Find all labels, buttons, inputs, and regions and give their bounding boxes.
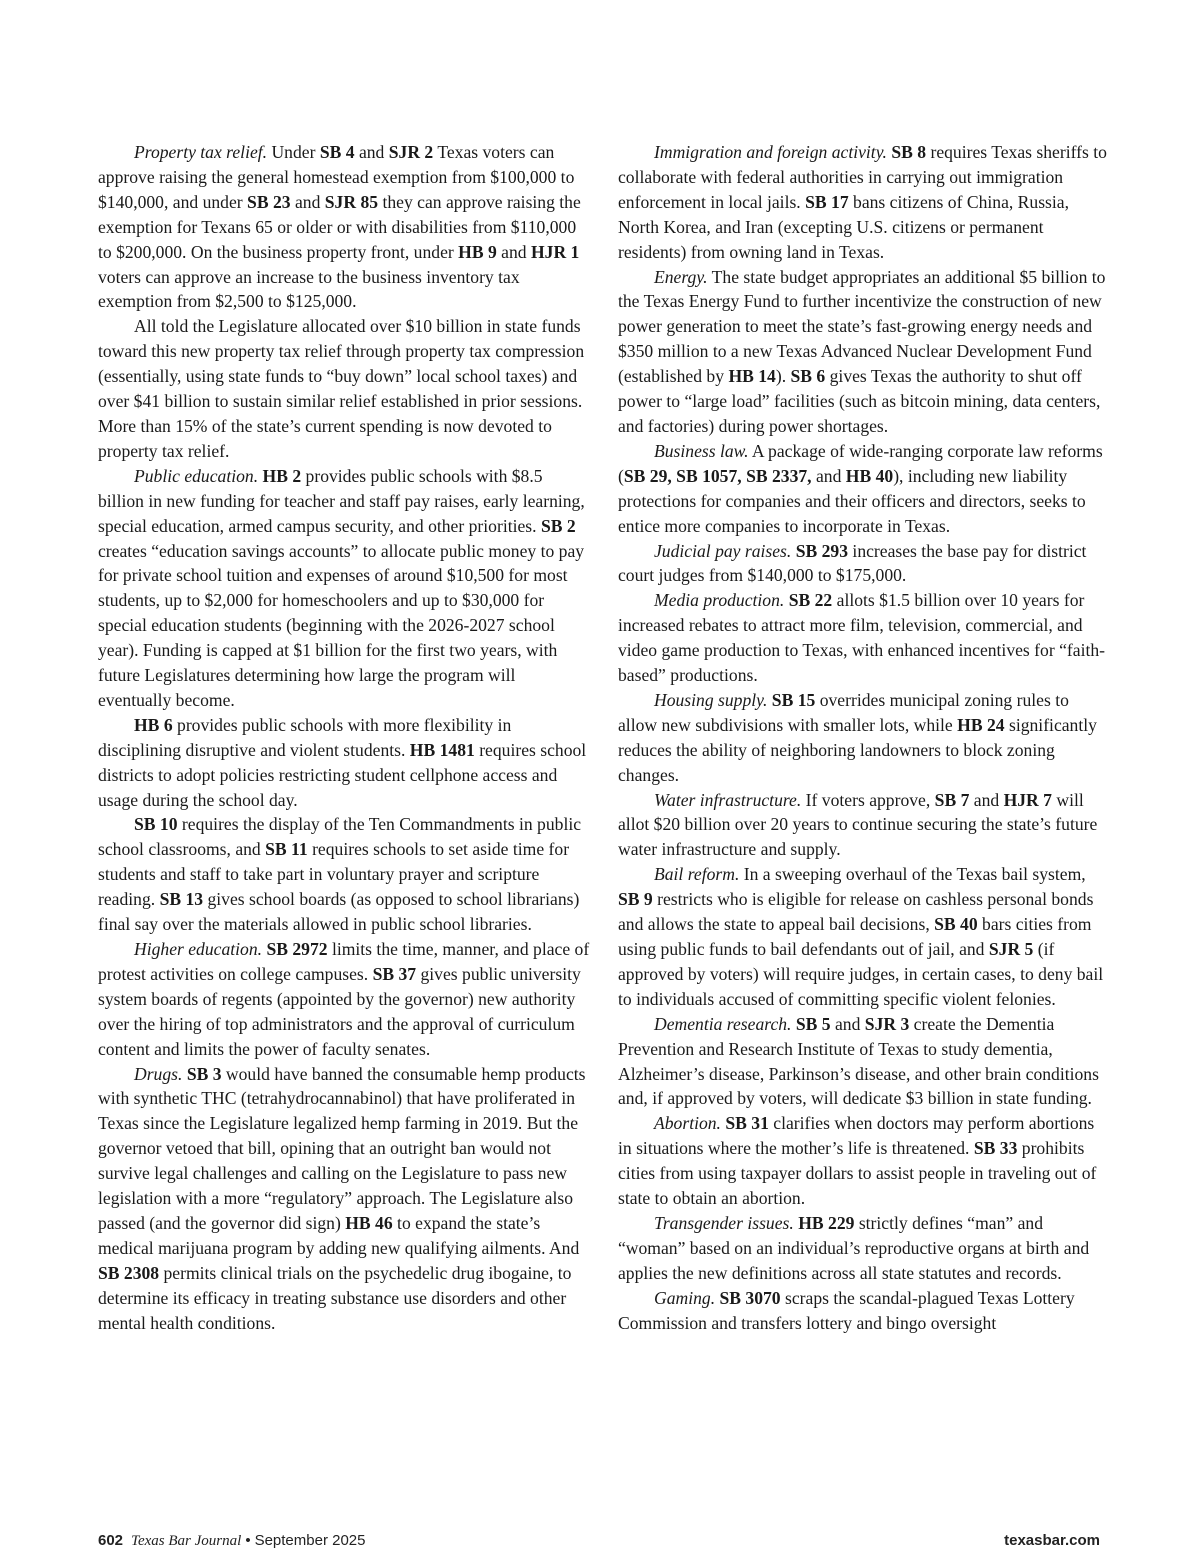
text-run: would have banned the consumable hemp products with synthetic THC (tetrahydrocannabinol) that have proliferated in Texas since the Legislature legalized hemp farming in 2019. But the governor vetoed that bill, opining that an outright ban would not survive legal challenges and calling on the Legislature to pass new legislation with a more “regulatory” approach. The Legislature also passed (and the governor did sign) <box>98 1063 586 1233</box>
text-run: bars cities from using public funds to bail defendants out of jail, and <box>618 914 1092 959</box>
section-lead: Bail reform. <box>654 864 740 885</box>
journal-title: Texas Bar Journal <box>131 1533 242 1549</box>
bill-reference: HB 9 <box>458 241 497 262</box>
text-run: The state budget appropriates an additional $5 billion to the Texas Energy Fund to further incentivize the construction of new power generation to meet the state’s fast-growing energy needs and $350 million to a new Texas Advanced Nuclear Development Fund (established by <box>618 266 1106 387</box>
bill-reference: HB 229 <box>798 1212 855 1233</box>
paragraph <box>618 1286 1110 1336</box>
bill-reference: SB 9 <box>618 889 653 910</box>
text-run: A package of wide-ranging corporate law reforms ( <box>618 440 1103 486</box>
bill-reference: SB 5 <box>795 1013 831 1034</box>
text-run: and <box>354 142 389 162</box>
text-run: Under <box>267 142 320 162</box>
text-run: to expand the state’s medical marijuana program by adding new qualifying ailments. And <box>98 1212 580 1258</box>
bill-reference: SJR 3 <box>864 1013 910 1034</box>
paragraph <box>618 588 1110 688</box>
bill-reference: SJR 5 <box>988 939 1034 959</box>
bill-reference: SB 11 <box>265 839 308 860</box>
paragraph <box>618 862 1110 1011</box>
text-run: ). <box>775 366 791 387</box>
text-run: overrides municipal zoning rules to allow new subdivisions with smaller lots, while <box>618 689 1069 735</box>
text-run: provides public schools with more flexibility in disciplining disruptive and violent students. <box>98 714 512 760</box>
right-column <box>618 140 1110 1336</box>
bill-reference: HJR 7 <box>1003 789 1052 810</box>
bill-reference: SJR 85 <box>324 191 379 212</box>
text-run: and <box>496 241 531 262</box>
bill-reference: SB 2972 <box>266 939 328 959</box>
section-lead: Public education. <box>134 465 259 486</box>
section-lead: Housing supply. <box>654 689 768 710</box>
paragraph <box>618 265 1110 439</box>
bill-reference: HJR 1 <box>530 241 580 262</box>
bill-reference: SB 37 <box>372 963 417 984</box>
text-run: requires schools to set aside time for students and staff to take part in voluntary prayer and scripture reading. <box>98 839 570 910</box>
paragraph <box>618 1211 1110 1286</box>
paragraph <box>98 812 590 937</box>
section-lead: Immigration and foreign activity. <box>654 142 887 162</box>
section-lead: Judicial pay raises. <box>654 540 792 561</box>
bill-reference: HB 40 <box>845 465 894 486</box>
bill-reference: HB 24 <box>957 714 1005 735</box>
text-run: prohibits cities from using taxpayer dollars to assist people in traveling out of state to obtain an abortion. <box>618 1138 1097 1209</box>
text-run: All told the Legislature allocated over $10 billion in state funds toward this new property tax relief through property tax compression (essentially, using state funds to “buy down” local school taxes) and over $41 billion to sustain similar relief established in prior sessions. More than 15% of the state’s current spending is now devoted to property tax relief. <box>98 316 585 461</box>
text-run: and <box>811 465 846 486</box>
text-run: increases the base pay for district court judges from $140,000 to $175,000. <box>618 540 1087 586</box>
text-run: allots $1.5 billion over 10 years for increased rebates to attract more film, television, commercial, and video game production to Texas, with enhanced incentives for “faith-based” productions. <box>618 590 1105 686</box>
text-run: and <box>830 1013 865 1034</box>
text-run: provides public schools with $8.5 billion in new funding for teacher and staff pay raises, early learning, special education, armed campus security, and other priorities. <box>98 465 585 536</box>
bill-reference: SB 8 <box>891 142 927 162</box>
paragraph <box>618 140 1110 265</box>
bill-reference: SB 33 <box>973 1138 1018 1159</box>
bill-reference: HB 46 <box>345 1212 393 1233</box>
section-lead: Media production. <box>654 590 785 611</box>
bill-reference: SB 31 <box>725 1113 769 1134</box>
text-run: Texas voters can approve raising the general homestead exemption from $100,000 to $140,000, and under <box>98 142 575 212</box>
section-lead: Dementia research. <box>654 1013 792 1034</box>
bill-reference: SB 4 <box>319 142 355 162</box>
text-run: requires the display of the Ten Commandments in public school classrooms, and <box>98 814 582 860</box>
paragraph <box>98 937 590 1062</box>
text-run: bans citizens of China, Russia, North Korea, and Iran (excepting U.S. citizens or permanent residents) from owning land in Texas. <box>618 191 1070 262</box>
text-run: (if approved by voters) will require judges, in certain cases, to deny bail to individuals accused of committing specific violent felonies. <box>618 939 1104 1009</box>
paragraph <box>98 713 590 813</box>
paragraph <box>618 1012 1110 1112</box>
bill-reference: SB 15 <box>771 689 816 710</box>
bill-reference: SB 40 <box>934 914 978 935</box>
text-run: creates “education savings accounts” to allocate public money to pay for private school tuition and expenses of around $10,500 for most students, up to $2,000 for homeschoolers and up to $30,000 for special education students (beginning with the 2026-2027 school year). Funding is capped at $1 billion for the first two years, with future Legislatures determining how large the program will eventually become. <box>98 540 585 710</box>
bill-reference: HB 1481 <box>409 739 475 760</box>
text-run: clarifies when doctors may perform abortions in situations where the mother’s life is threatened. <box>618 1113 1095 1159</box>
paragraph <box>98 1062 590 1336</box>
bill-reference: SB 3070 <box>719 1287 781 1308</box>
paragraph <box>98 314 590 463</box>
text-run: scraps the scandal-plagued Texas Lottery Commission and transfers lottery and bingo oversight <box>618 1287 1075 1333</box>
section-lead: Water infrastructure. <box>654 789 802 810</box>
paragraph <box>618 788 1110 863</box>
text-run: requires Texas sheriffs to collaborate with federal authorities in carrying out immigration enforcement in local jails. <box>618 142 1107 212</box>
text-run: requires school districts to adopt policies restricting student cellphone access and usage during the school day. <box>98 739 587 810</box>
bill-reference: SB 29, SB 1057, SB 2337, <box>623 465 812 486</box>
text-run: gives school boards (as opposed to school librarians) final say over the materials allowed in public school libraries. <box>98 889 580 935</box>
text-run: and <box>969 789 1004 810</box>
bill-reference: SB 13 <box>159 889 204 910</box>
section-lead: Energy. <box>654 266 708 287</box>
text-run: permits clinical trials on the psychedelic drug ibogaine, to determine its efficacy in treating substance use disorders and other mental health conditions. <box>98 1262 572 1333</box>
text-run: they can approve raising the exemption for Texans 65 or older or with disabilities from $110,000 to $200,000. On the business property front, under <box>98 191 581 262</box>
bill-reference: HB 2 <box>262 465 302 486</box>
text-run: significantly reduces the ability of neighboring landowners to block zoning changes. <box>618 714 1097 785</box>
section-lead: Property tax relief. <box>134 142 268 162</box>
paragraph <box>98 464 590 713</box>
bill-reference: SB 2308 <box>98 1262 160 1283</box>
text-run: gives Texas the authority to shut off power to “large load” facilities (such as bitcoin mining, data centers, and factories) during power shortages. <box>618 366 1101 436</box>
bill-reference: SB 3 <box>186 1063 222 1084</box>
issue-date: September 2025 <box>254 1532 366 1549</box>
bill-reference: HB 6 <box>134 714 173 735</box>
page-number: 602 <box>98 1532 124 1549</box>
bill-reference: SB 7 <box>934 789 970 810</box>
text-run: strictly defines “man” and “woman” based on an individual’s reproductive organs at birth and applies the new definitions across all state statutes and records. <box>618 1212 1090 1283</box>
website-url: texasbar.com <box>1004 1532 1100 1549</box>
section-lead: Higher education. <box>134 939 263 959</box>
paragraph <box>98 140 590 314</box>
bill-reference: SB 17 <box>805 191 849 212</box>
text-run: If voters approve, <box>801 789 935 810</box>
bill-reference: SB 10 <box>134 814 178 835</box>
section-lead: Abortion. <box>654 1113 721 1134</box>
text-run: ), including new liability protections for companies and their officers and directors, seeks to entice more companies to incorporate in Texas. <box>618 465 1086 536</box>
paragraph <box>618 688 1110 788</box>
bill-reference: SB 23 <box>247 191 291 212</box>
bill-reference: SB 2 <box>540 515 576 536</box>
page-footer <box>98 1532 1100 1556</box>
bill-reference: SB 6 <box>790 366 826 387</box>
paragraph <box>618 439 1110 539</box>
footer-left <box>98 1532 366 1550</box>
paragraph <box>618 539 1110 589</box>
footer-bullet: • <box>245 1532 251 1549</box>
bill-reference: SJR 2 <box>388 142 434 162</box>
text-run: voters can approve an increase to the business inventory tax exemption from $2,500 to $125,000. <box>98 266 520 312</box>
left-column <box>98 140 590 1336</box>
section-lead: Gaming. <box>654 1287 716 1308</box>
bill-reference: SB 22 <box>788 590 833 611</box>
text-run: restricts who is eligible for release on cashless personal bonds and allows the state to appeal bail decisions, <box>618 889 1094 935</box>
text-run: create the Dementia Prevention and Research Institute of Texas to study dementia, Alzheimer’s disease, Parkinson’s disease, and other brain conditions and, if approved by voters, will dedicate $3 billion in state funding. <box>618 1013 1099 1109</box>
bill-reference: HB 14 <box>728 366 776 387</box>
section-lead: Business law. <box>654 440 749 461</box>
text-run: In a sweeping overhaul of the Texas bail system, <box>739 864 1086 885</box>
text-run: limits the time, manner, and place of protest activities on college campuses. <box>98 939 590 984</box>
text-run: and <box>290 191 325 212</box>
paragraph <box>618 1111 1110 1211</box>
text-run: gives public university system boards of regents (appointed by the governor) new authority over the hiring of top administrators and the approval of curriculum content and limits the power of faculty senates. <box>98 963 581 1059</box>
section-lead: Drugs. <box>134 1063 183 1084</box>
section-lead: Transgender issues. <box>654 1212 794 1233</box>
bill-reference: SB 293 <box>795 540 849 561</box>
text-run: will allot $20 billion over 20 years to continue securing the state’s future water infrastructure and supply. <box>618 789 1098 860</box>
